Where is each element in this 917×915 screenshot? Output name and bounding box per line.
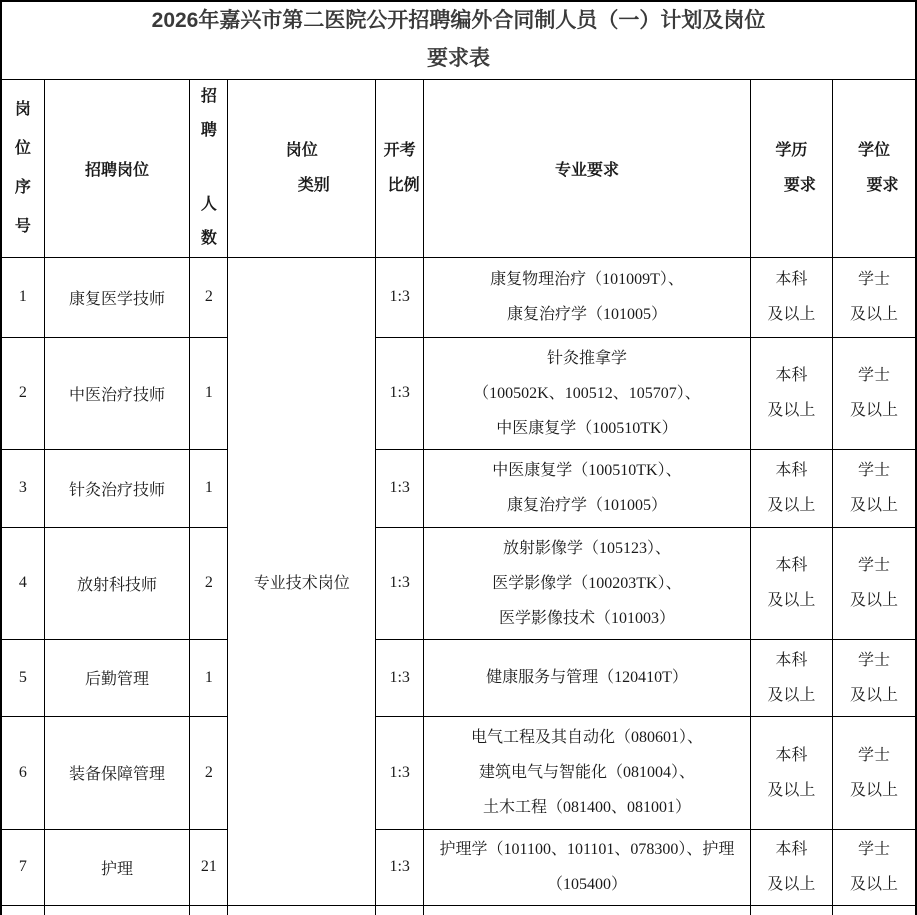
degree-cell: 学士 及以上 bbox=[833, 337, 917, 449]
table-row bbox=[1, 527, 916, 639]
position-cell: 后勤管理 bbox=[44, 639, 190, 716]
table-row bbox=[1, 639, 916, 716]
header-count: 招 聘 人 数 bbox=[190, 79, 228, 257]
position-cell: 放射科技师 bbox=[44, 527, 190, 639]
ratio-cell: 1:3 bbox=[376, 829, 424, 905]
major-cell: 护理学（101100、101101、078300）、护理 （105400） bbox=[424, 829, 750, 905]
table-title bbox=[1, 1, 916, 79]
degree-cell: 学士 及以上 bbox=[833, 639, 917, 716]
position-cell: 装备保障管理 bbox=[44, 716, 190, 829]
major-cell: 中医康复学（100510TK）、 康复治疗学（101005） bbox=[424, 449, 750, 527]
header-row bbox=[1, 79, 916, 257]
header-major: 专业要求 bbox=[424, 79, 750, 257]
ratio-cell: 1:3 bbox=[376, 257, 424, 337]
education-cell: 本科 及以上 bbox=[750, 449, 832, 527]
degree-cell bbox=[833, 905, 917, 915]
header-seq: 岗 位 序 号 bbox=[1, 79, 44, 257]
count-cell: 2 bbox=[190, 527, 228, 639]
table-row bbox=[1, 829, 916, 905]
major-cell: 康复物理治疗（101009T）、 康复治疗学（101005） bbox=[424, 257, 750, 337]
degree-cell: 学士 及以上 bbox=[833, 257, 917, 337]
education-cell: 本科 及以上 bbox=[750, 337, 832, 449]
category-cell: 专业技术岗位 bbox=[228, 257, 376, 905]
major-cell: 电气工程及其自动化（080601）、 建筑电气与智能化（081004）、 土木工程（081400、081001） bbox=[424, 716, 750, 829]
partial-row bbox=[1, 905, 916, 915]
seq-cell: 6 bbox=[1, 716, 44, 829]
ratio-cell bbox=[376, 905, 424, 915]
count-cell: 1 bbox=[190, 639, 228, 716]
count-cell bbox=[190, 905, 228, 915]
degree-cell: 学士 及以上 bbox=[833, 716, 917, 829]
major-cell: 健康服务与管理（120410T） bbox=[424, 639, 750, 716]
ratio-cell: 1:3 bbox=[376, 449, 424, 527]
header-education: 学历 要求 bbox=[750, 79, 832, 257]
seq-cell: 5 bbox=[1, 639, 44, 716]
seq-cell: 3 bbox=[1, 449, 44, 527]
position-cell: 康复医学技师 bbox=[44, 257, 190, 337]
header-ratio: 开考 比例 bbox=[376, 79, 424, 257]
title-line-1: 2026年嘉兴市第二医院公开招聘编外合同制人员（一）计划及岗位 bbox=[151, 9, 766, 33]
category-cell bbox=[228, 905, 376, 915]
position-cell bbox=[44, 905, 190, 915]
education-cell: 本科 及以上 bbox=[750, 257, 832, 337]
table-row bbox=[1, 449, 916, 527]
education-cell: 本科 及以上 bbox=[750, 639, 832, 716]
ratio-cell: 1:3 bbox=[376, 527, 424, 639]
position-cell: 针灸治疗技师 bbox=[44, 449, 190, 527]
count-cell: 21 bbox=[190, 829, 228, 905]
education-cell: 本科 及以上 bbox=[750, 829, 832, 905]
ratio-cell: 1:3 bbox=[376, 337, 424, 449]
seq-cell: 2 bbox=[1, 337, 44, 449]
education-cell: 本科 及以上 bbox=[750, 527, 832, 639]
position-cell: 中医治疗技师 bbox=[44, 337, 190, 449]
count-cell: 1 bbox=[190, 449, 228, 527]
ratio-cell: 1:3 bbox=[376, 639, 424, 716]
header-category: 岗位 类别 bbox=[228, 79, 376, 257]
table-row bbox=[1, 337, 916, 449]
title-line-2: 要求表 bbox=[427, 47, 490, 71]
position-cell: 护理 bbox=[44, 829, 190, 905]
major-cell bbox=[424, 905, 750, 915]
header-position: 招聘岗位 bbox=[44, 79, 190, 257]
seq-cell: 7 bbox=[1, 829, 44, 905]
header-degree: 学位 要求 bbox=[833, 79, 917, 257]
ratio-cell: 1:3 bbox=[376, 716, 424, 829]
education-cell: 本科 及以上 bbox=[750, 716, 832, 829]
count-cell: 2 bbox=[190, 257, 228, 337]
title-row bbox=[1, 1, 916, 79]
degree-cell: 学士 及以上 bbox=[833, 829, 917, 905]
seq-cell: 4 bbox=[1, 527, 44, 639]
seq-cell: 1 bbox=[1, 257, 44, 337]
count-cell: 1 bbox=[190, 337, 228, 449]
degree-cell: 学士 及以上 bbox=[833, 527, 917, 639]
major-cell: 针灸推拿学 （100502K、100512、105707）、 中医康复学（100510TK） bbox=[424, 337, 750, 449]
education-cell bbox=[750, 905, 832, 915]
seq-cell bbox=[1, 905, 44, 915]
degree-cell: 学士 及以上 bbox=[833, 449, 917, 527]
count-cell: 2 bbox=[190, 716, 228, 829]
major-cell: 放射影像学（105123）、 医学影像学（100203TK）、 医学影像技术（101003） bbox=[424, 527, 750, 639]
table-row bbox=[1, 716, 916, 829]
table-row bbox=[1, 257, 916, 337]
